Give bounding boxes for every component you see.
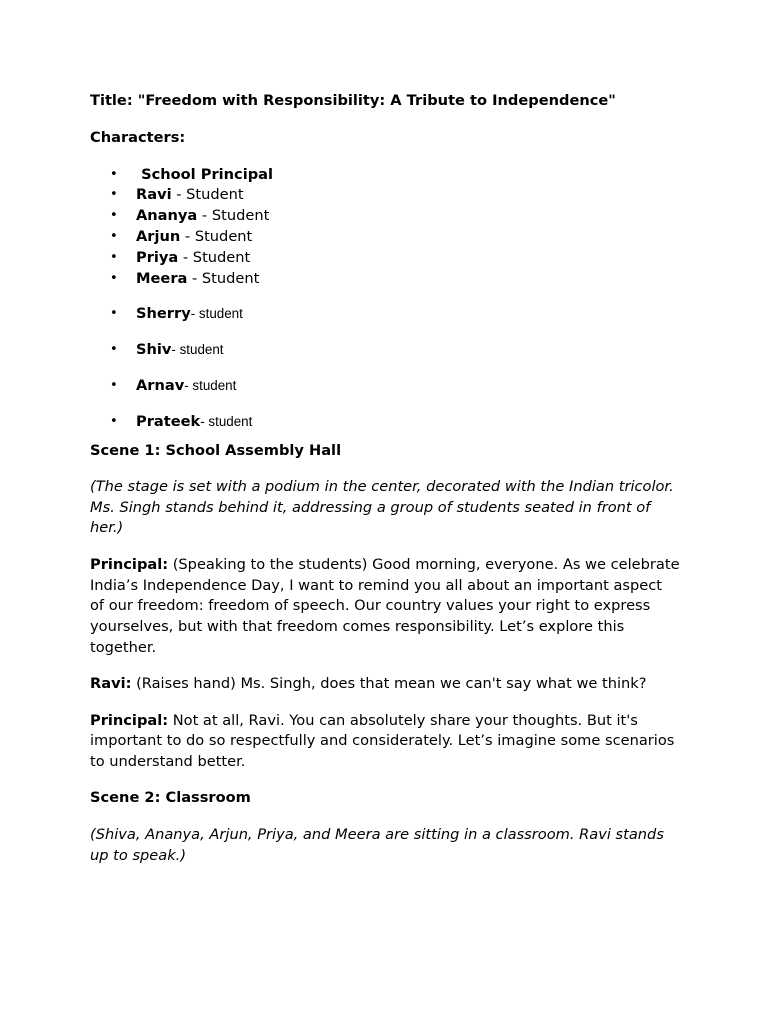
list-item: • Ananya - Student [90, 206, 680, 227]
bullet-icon: • [110, 306, 118, 322]
characters-heading: Characters: [90, 128, 186, 146]
dialogue-line: Ravi: (Raises hand) Ms. Singh, does that mean we can't say what we think? [90, 675, 647, 693]
list-item: • Ravi - Student [90, 185, 680, 206]
dialogue-line: Principal: (Speaking to the students) Good morning, everyone. As we celebrate India’s Independence Day, I want to remind you all about an important aspect of our freedom: freedom of speech. Our country values your right to express yourselves, but with that freedom comes responsibility. Let’s explore this together. [90, 555, 685, 656]
list-item: • Shiv- student [90, 340, 680, 361]
document-title: Title: "Freedom with Responsibility: A Tribute to Independence" [90, 92, 616, 109]
list-item: • Meera - Student [90, 269, 680, 290]
bullet-icon: • [110, 166, 118, 182]
bullet-icon: • [110, 377, 118, 393]
bullet-icon: • [110, 270, 118, 286]
dialogue-line: Principal: Not at all, Ravi. You can absolutely share your thoughts. But it's important to do so respectfully and considerately. Let’s imagine some scenarios to understand better. [90, 711, 680, 771]
bullet-icon: • [110, 187, 118, 203]
bullet-icon: • [110, 249, 118, 265]
list-item: • Priya - Student [90, 248, 680, 269]
scene1-stage-direction: (The stage is set with a podium in the center, decorated with the Indian tricolor. Ms. Singh stands behind it, addressing a group of students seated in front of her.) [90, 477, 674, 537]
bullet-icon: • [110, 413, 118, 429]
document-page [90, 91, 685, 866]
list-item: • Prateek- student [90, 412, 680, 433]
list-item: • Arjun - Student [90, 227, 680, 248]
speaker-label: Principal: [90, 555, 169, 573]
scene2-stage-direction: (Shiva, Ananya, Arjun, Priya, and Meera are sitting in a classroom. Ravi stands up to speak.) [90, 825, 664, 864]
bullet-icon: • [110, 208, 118, 224]
list-item: • School Principal [90, 165, 680, 186]
speaker-label: Ravi: [90, 675, 132, 693]
character-list [90, 165, 680, 433]
scene1-heading: Scene 1: School Assembly Hall [90, 441, 342, 459]
list-item: • Arnav- student [90, 376, 680, 397]
scene2-heading: Scene 2: Classroom [90, 789, 251, 807]
bullet-icon: • [110, 342, 118, 358]
bullet-icon: • [110, 228, 118, 244]
speaker-label: Principal: [90, 711, 169, 729]
list-item: • Sherry- student [90, 304, 680, 325]
